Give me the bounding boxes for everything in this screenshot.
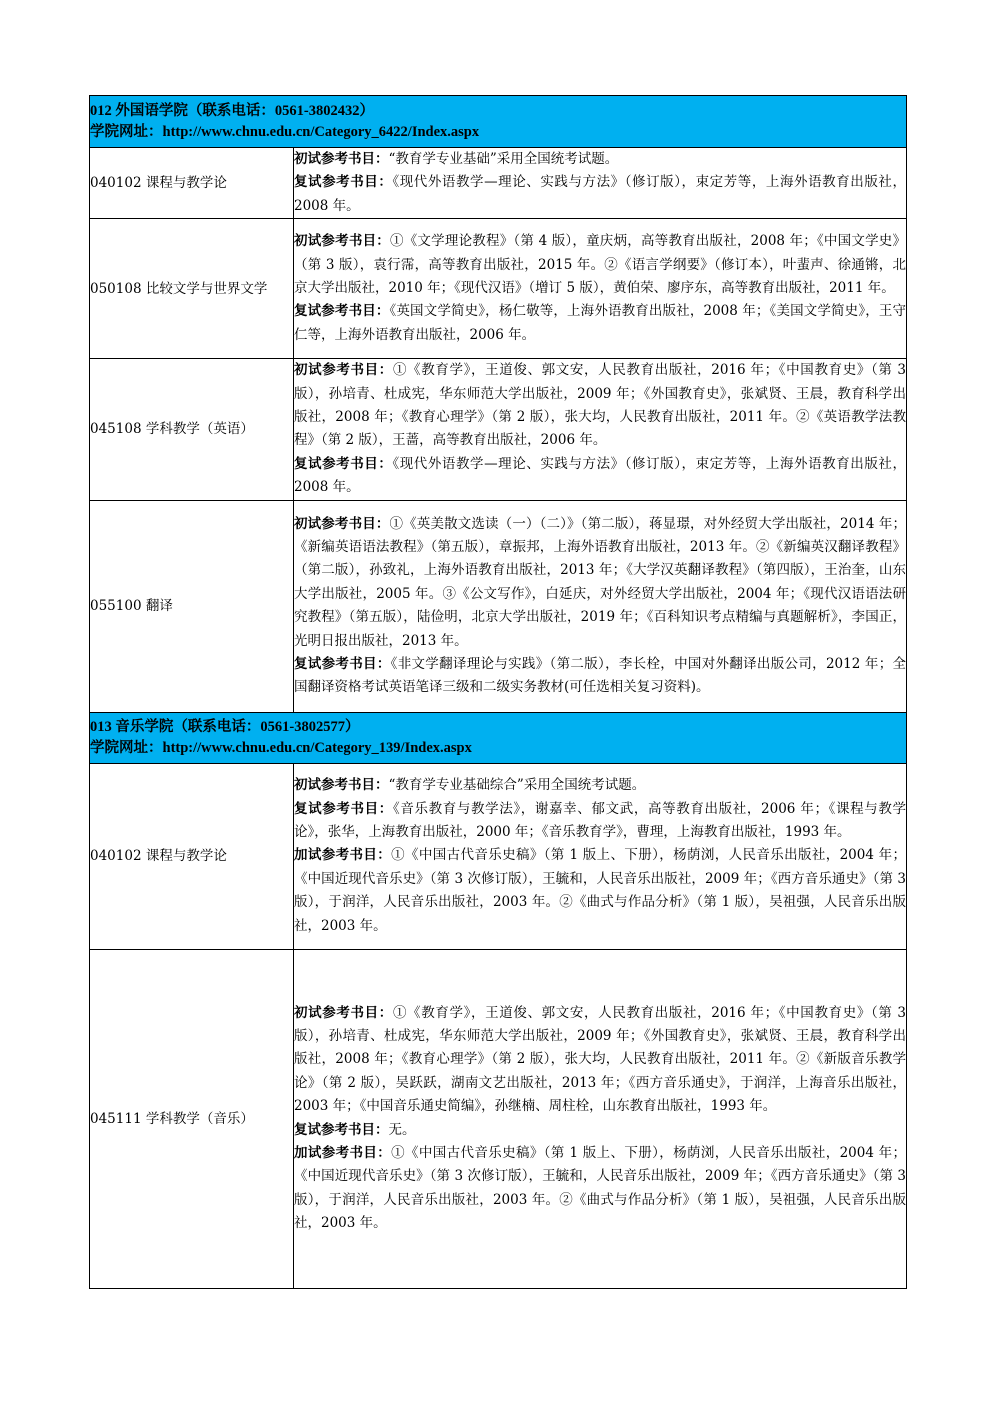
major-cell: 040102 课程与教学论	[90, 148, 294, 219]
reference-item	[294, 513, 906, 653]
reference-label: 初试参考书目：	[294, 151, 389, 167]
reference-text: “教育学专业基础”采用全国统考试题。	[388, 151, 619, 167]
table-row	[90, 219, 907, 359]
table-row	[90, 148, 907, 219]
reference-text: 《音乐教育与教学法》，谢嘉幸、郁文武，高等教育出版社，2006 年；《课程与教学论》，张华，上海教育出版社，2000 年；《音乐教育学》，曹理，上海教育出版社，1993 年。	[294, 800, 906, 841]
reference-text: ①《教育学》，王道俊、郭文安，人民教育出版社，2016 年；《中国教育史》（第 3 版），孙培青、杜成宪，华东师范大学出版社，2009 年；《外国教育史》，张斌贤、王晨，教育科学出版社，2008 年；《教育心理学》（第 2 版），张大均，人民教育出版社，2011 年。②《英语教学法教程》（第 2 版），王蔷，高等教育出版社，2006 年。	[294, 362, 907, 449]
reference-text: 《现代外语教学—理论、实践与方法》（修订版），束定芳等，上海外语教育出版社，2008 年。	[294, 174, 906, 214]
reference-label: 初试参考书目：	[294, 362, 393, 379]
reference-cell	[294, 500, 907, 712]
reference-label: 复试参考书目：	[294, 455, 393, 472]
reference-text: ①《文学理论教程》（第 4 版），童庆炳，高等教育出版社，2008 年；《中国文学史》（第 3 版），袁行霈，高等教育出版社，2015 年。②《语言学纲要》（修订本），叶蜚声、徐通锵，北京大学出版社，2010 年；《现代汉语》（增订 5 版），黄伯荣、廖序东，高等教育出版社，2011 年。	[294, 233, 906, 297]
reference-text: 《现代外语教学—理论、实践与方法》（修订版），束定芳等，上海外语教育出版社，2008 年。	[294, 455, 906, 496]
reference-item	[294, 1119, 906, 1142]
reference-text: “教育学专业基础综合”采用全国统考试题。	[388, 777, 646, 794]
reference-item	[294, 1002, 906, 1119]
reference-label: 初试参考书目：	[294, 233, 390, 250]
major-cell: 055100 翻译	[90, 500, 294, 712]
major-cell: 040102 课程与教学论	[90, 763, 294, 949]
reference-text: ①《中国古代音乐史稿》（第 1 版上、下册），杨荫浏，人民音乐出版社，2004 年；《中国近现代音乐史》（第 3 次修订版），王毓和，人民音乐出版社，2009 年；《西方音乐通史》（第 3 版），于润洋，人民音乐出版社，2003 年。②《曲式与作品分析》（第 1 版），吴祖强，人民音乐出版社，2003 年。	[294, 847, 906, 934]
reference-label: 加试参考书目：	[294, 847, 392, 864]
reference-cell	[294, 949, 907, 1288]
section-header-row	[90, 712, 907, 763]
reference-text: ①《英美散文选读（一）（二）》（第二版），蒋显璟，对外经贸大学出版社，2014 年；《新编英语语法教程》（第五版），章振邦，上海外语教育出版社，2013 年。②《新编英汉翻译教程》（第二版），孙致礼，上海外语教育出版社，2013 年；《大学汉英翻译教程》（第四版），王治奎，山东大学出版社，2005 年。③《公文写作》，白延庆，对外经贸大学出版社，2004 年；《现代汉语语法研究教程》（第五版），陆俭明，北京大学出版社，2019 年；《百科知识考点精编与真题解析》，李国正，光明日报出版社，2013 年。	[294, 515, 906, 649]
reference-label: 复试参考书目：	[294, 655, 391, 672]
reference-text: 《英国文学简史》，杨仁敬等，上海外语教育出版社，2008 年；《美国文学简史》，王守仁等，上海外语教育出版社，2006 年。	[294, 303, 906, 343]
reference-label: 初试参考书目：	[294, 1004, 393, 1021]
reference-label: 复试参考书目：	[294, 1121, 389, 1138]
reference-label: 初试参考书目：	[294, 515, 390, 532]
reference-label: 复试参考书目：	[294, 800, 393, 817]
table-row	[90, 359, 907, 500]
reference-cell	[294, 219, 907, 359]
reference-item	[294, 230, 906, 300]
college-website: 学院网址：http://www.chnu.edu.cn/Category_139/Index.aspx	[90, 739, 472, 756]
reference-label: 复试参考书目：	[294, 303, 390, 320]
major-cell: 045108 学科教学（英语）	[90, 359, 294, 500]
reference-text: 《非文学翻译理论与实践》（第二版），李长栓，中国对外翻译出版公司，2012 年；全国翻译资格考试英语笔译三级和二级实务教材(可任选相关复习资料)。	[294, 655, 906, 696]
reference-text: ①《教育学》，王道俊、郭文安，人民教育出版社，2016 年；《中国教育史》（第 3 版），孙培青、杜成宪，华东师范大学出版社，2009 年；《外国教育史》，张斌贤、王晨，教育科学出版社，2008 年；《教育心理学》（第 2 版），张大均，人民教育出版社，2011 年。②《新版音乐教学论》（第 2 版），吴跃跃，湖南文艺出版社，2013 年；《西方音乐通史》，于润洋，上海音乐出版社，2003 年；《中国音乐通史简编》，孙继楠、周柱栓，山东教育出版社，1993 年。	[294, 1004, 907, 1115]
reference-label: 复试参考书目：	[294, 174, 393, 191]
reference-item	[294, 798, 906, 845]
reference-item	[294, 300, 906, 347]
reference-item	[294, 1142, 906, 1236]
section-header	[90, 712, 907, 763]
reference-item	[294, 774, 906, 797]
reference-label: 初试参考书目：	[294, 777, 389, 794]
section-header	[90, 96, 907, 148]
reference-label: 加试参考书目：	[294, 1145, 392, 1162]
reference-item	[294, 148, 906, 171]
table-row	[90, 949, 907, 1288]
major-cell: 045111 学科教学（音乐）	[90, 949, 294, 1288]
reference-text: 无。	[388, 1121, 416, 1138]
reference-item	[294, 453, 906, 500]
reference-text: ①《中国古代音乐史稿》（第 1 版上、下册），杨荫浏，人民音乐出版社，2004 年；《中国近现代音乐史》（第 3 次修订版），王毓和，人民音乐出版社，2009 年；《西方音乐通史》（第 3 版），于润洋，人民音乐出版社，2003 年。②《曲式与作品分析》（第 1 版），吴祖强，人民音乐出版社，2003 年。	[294, 1145, 906, 1232]
college-title: 012 外国语学院（联系电话：0561-3802432）	[90, 102, 374, 119]
reference-item	[294, 653, 906, 700]
table-row	[90, 500, 907, 712]
table-row	[90, 763, 907, 949]
reference-cell	[294, 763, 907, 949]
reference-item	[294, 844, 906, 938]
reference-item	[294, 171, 906, 218]
reference-cell	[294, 148, 907, 219]
major-cell: 050108 比较文学与世界文学	[90, 219, 294, 359]
section-header-row	[90, 96, 907, 148]
college-website: 学院网址：http://www.chnu.edu.cn/Category_6422/Index.aspx	[90, 123, 480, 140]
reference-item	[294, 359, 906, 453]
reference-cell	[294, 359, 907, 500]
reference-books-table	[89, 95, 907, 1289]
college-title: 013 音乐学院（联系电话：0561-3802577）	[90, 718, 360, 735]
